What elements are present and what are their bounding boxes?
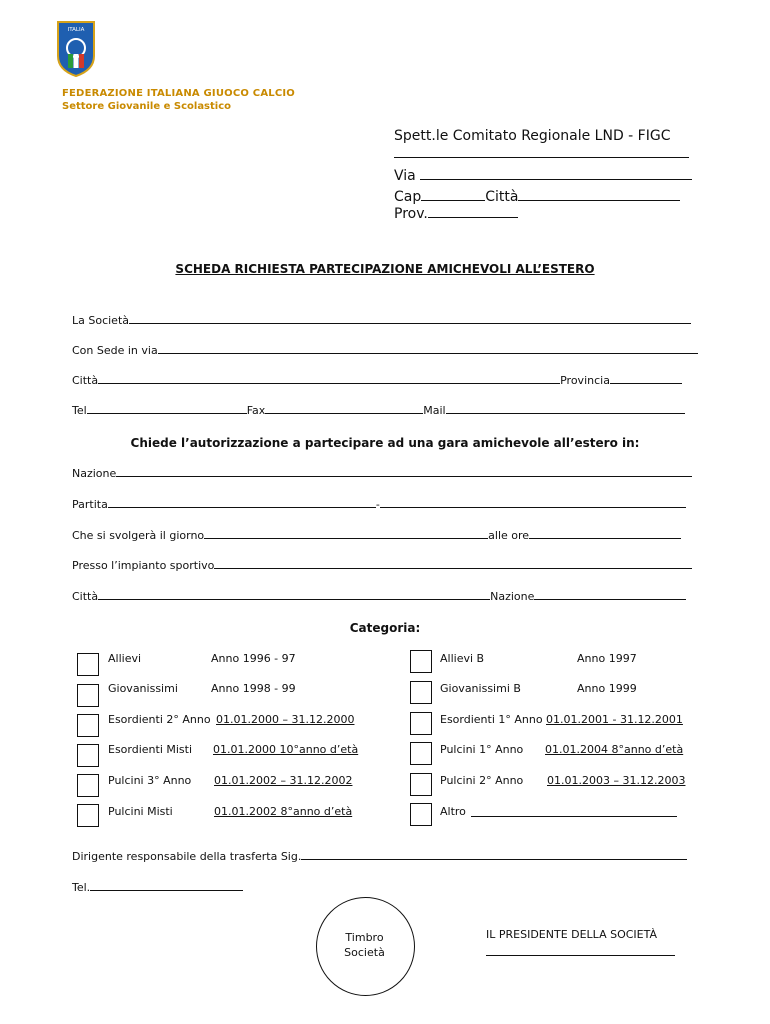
- dirigente-line: [301, 858, 687, 860]
- nazione2-line: [534, 598, 686, 600]
- category-right-label: Pulcini 1° Anno: [440, 743, 524, 756]
- category-left-label: Pulcini Misti: [108, 805, 173, 818]
- figc-logo: [56, 20, 96, 78]
- giorno-line: [204, 537, 488, 539]
- category-right-value: Anno 1997: [577, 652, 637, 665]
- tel-label: Tel: [72, 404, 87, 417]
- checkbox-right[interactable]: [410, 773, 432, 796]
- stamp-label-line2: Società: [344, 946, 385, 959]
- category-left-value: 01.01.2002 – 31.12.2002: [214, 774, 353, 787]
- societa-field[interactable]: [72, 314, 691, 327]
- citta-provincia-field[interactable]: [72, 374, 682, 387]
- sede-label: Con Sede in via: [72, 344, 158, 357]
- sede-field[interactable]: [72, 344, 698, 357]
- checkbox-left[interactable]: [77, 684, 99, 707]
- fax-line: [265, 412, 423, 414]
- nazione-label: Nazione: [72, 467, 117, 480]
- partita-line-away: [380, 506, 686, 508]
- category-right-value: 01.01.2003 – 31.12.2003: [547, 774, 686, 787]
- footer-tel-field[interactable]: [72, 881, 243, 894]
- mail-label: Mail: [423, 404, 446, 417]
- form-title: SCHEDA RICHIESTA PARTECIPAZIONE AMICHEVOLI ALL’ESTERO: [175, 262, 595, 276]
- category-left-label: Allievi: [108, 652, 142, 665]
- recipient-via-line: [420, 178, 692, 180]
- recipient-prov-label: Prov.: [394, 206, 428, 222]
- category-right-label: Giovanissimi B: [440, 682, 521, 695]
- dirigente-label: Dirigente responsabile della trasferta Sig.: [72, 850, 302, 863]
- checkbox-right[interactable]: [410, 803, 432, 826]
- president-label: IL PRESIDENTE DELLA SOCIETÀ: [486, 928, 657, 941]
- impianto-label: Presso l’impianto sportivo: [72, 559, 215, 572]
- nazione2-label: Nazione: [490, 590, 535, 603]
- recipient-cap-field[interactable]: [394, 189, 680, 205]
- footer-tel-line: [90, 889, 243, 891]
- provincia-line: [610, 382, 682, 384]
- category-right-label: Allievi B: [440, 652, 485, 665]
- recipient-blank-line[interactable]: [394, 156, 689, 158]
- org-sector: Settore Giovanile e Scolastico: [62, 101, 232, 112]
- checkbox-left[interactable]: [77, 653, 99, 676]
- checkbox-right[interactable]: [410, 712, 432, 735]
- footer-tel-label: Tel.: [72, 881, 91, 894]
- checkbox-right[interactable]: [410, 650, 432, 673]
- fax-label: Fax: [246, 404, 266, 417]
- societa-label: La Società: [72, 314, 130, 327]
- category-left-label: Esordienti 2° Anno: [108, 713, 211, 726]
- recipient-via-label: Via: [394, 168, 416, 184]
- category-left-value: Anno 1998 - 99: [211, 682, 296, 695]
- checkbox-left[interactable]: [77, 804, 99, 827]
- provincia-label: Provincia: [560, 374, 610, 387]
- recipient-cap-line: [421, 199, 485, 201]
- category-left-label: Esordienti Misti: [108, 743, 193, 756]
- category-left-value: 01.01.2000 10°anno d’età: [213, 743, 359, 756]
- checkbox-left[interactable]: [77, 744, 99, 767]
- checkbox-right[interactable]: [410, 742, 432, 765]
- sede-line: [158, 352, 698, 354]
- partita-separator: -: [375, 498, 380, 511]
- recipient-prov-field[interactable]: [394, 206, 518, 222]
- citta-label: Città: [72, 374, 99, 387]
- recipient-prov-line: [428, 216, 518, 218]
- categoria-title: Categoria:: [349, 621, 421, 635]
- recipient-citta-line: [518, 199, 680, 201]
- org-name: FEDERAZIONE ITALIANA GIUOCO CALCIO: [62, 88, 295, 99]
- impianto-field[interactable]: [72, 559, 692, 572]
- category-left-value: 01.01.2002 8°anno d’età: [214, 805, 353, 818]
- recipient-citta-label: Città: [485, 189, 519, 205]
- category-left-label: Pulcini 3° Anno: [108, 774, 192, 787]
- impianto-line: [214, 567, 692, 569]
- citta-nazione-field[interactable]: [72, 590, 686, 603]
- partita-line-home: [108, 506, 376, 508]
- category-right-value: 01.01.2001 - 31.12.2001: [546, 713, 683, 726]
- altro-line[interactable]: [471, 815, 677, 817]
- ore-line: [529, 537, 681, 539]
- category-right-label: Esordienti 1° Anno: [440, 713, 543, 726]
- societa-line: [129, 322, 691, 324]
- citta2-line: [98, 598, 490, 600]
- category-right-label: Altro: [440, 805, 466, 818]
- president-signature-line[interactable]: [486, 954, 675, 956]
- contacts-field[interactable]: [72, 404, 685, 417]
- logo-text: ITALIA: [67, 27, 85, 33]
- request-statement: Chiede l’autorizzazione a partecipare ad una gara amichevole all’estero in:: [130, 436, 640, 450]
- partita-label: Partita: [72, 498, 108, 511]
- giorno-ore-field[interactable]: [72, 529, 681, 542]
- mail-line: [446, 412, 685, 414]
- stamp-label-line1: Timbro: [345, 931, 384, 944]
- dirigente-field[interactable]: [72, 850, 687, 863]
- giorno-label: Che si svolgerà il giorno: [72, 529, 205, 542]
- nazione-line: [116, 475, 692, 477]
- tel-line: [87, 412, 247, 414]
- recipient-cap-label: Cap: [394, 189, 422, 205]
- recipient-title: Spett.le Comitato Regionale LND - FIGC: [394, 128, 671, 144]
- citta-line: [98, 382, 560, 384]
- nazione-field[interactable]: [72, 467, 692, 480]
- category-right-value: Anno 1999: [577, 682, 637, 695]
- category-left-value: Anno 1996 - 97: [211, 652, 296, 665]
- ore-label: alle ore: [488, 529, 530, 542]
- citta2-label: Città: [72, 590, 99, 603]
- category-left-value: 01.01.2000 – 31.12.2000: [216, 713, 355, 726]
- checkbox-left[interactable]: [77, 714, 99, 737]
- category-right-label: Pulcini 2° Anno: [440, 774, 524, 787]
- category-right-value: 01.01.2004 8°anno d’età: [545, 743, 684, 756]
- partita-field[interactable]: [72, 498, 686, 511]
- recipient-via-field[interactable]: [394, 168, 692, 184]
- category-left-label: Giovanissimi: [108, 682, 178, 695]
- checkbox-left[interactable]: [77, 774, 99, 797]
- checkbox-right[interactable]: [410, 681, 432, 704]
